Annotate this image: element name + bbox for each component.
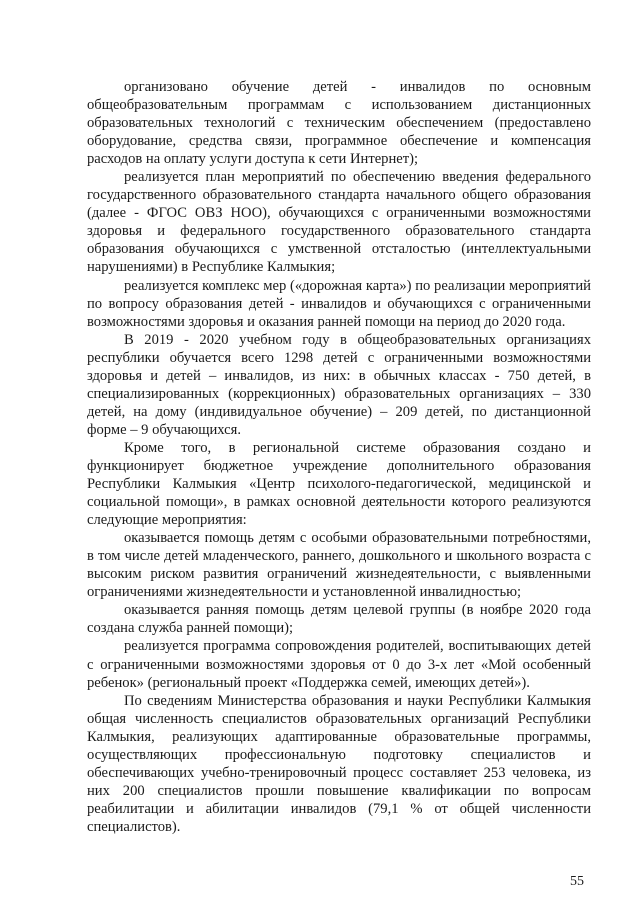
paragraph-parent-support: реализуется программа сопровождения родителей, воспитывающих детей с ограниченными возможностями здоровья от 0 до 3-х лет «Мой особенный ребенок» (региональный проект «Поддержка семей, имеющих детей»). xyxy=(87,638,591,691)
paragraph-fgos-plan: реализуется план мероприятий по обеспечению введения федерального государственного образовательного стандарта начального общего образования (далее - ФГОС ОВЗ НОО), обучающихся с ограниченными возможностями здоровья и федерального государственного образовательного стандарта образования обучающихся с умственной отсталостью (интеллектуальными нарушениями) в Республике Калмыкия; xyxy=(87,169,591,276)
body-text xyxy=(87,78,591,836)
paragraph-roadmap: реализуется комплекс мер («дорожная карта») по реализации мероприятий по вопросу образования детей - инвалидов и обучающихся с ограниченными возможностями здоровья и оказания ранней помощи на период до 2020 года. xyxy=(87,277,591,330)
paragraph-specialists: По сведениям Министерства образования и науки Республики Калмыкия общая численность специалистов образовательных организаций Республики Калмыкия, реализующих адаптированные образовательные программы, осуществляющих профессиональную подготовку специалистов и обеспечивающих учебно-тренировочный процесс составляет 253 человека, из них 200 специалистов прошли повышение квалификации по вопросам реабилитации и абилитации инвалидов (79,1 % от общей численности специалистов). xyxy=(87,692,591,835)
page-number: 55 xyxy=(570,874,584,889)
paragraph-special-needs-help: оказывается помощь детям с особыми образовательными потребностями, в том числе детей младенческого, раннего, дошкольного и школьного возраста с высоким риском развития ограничений жизнедеятельности, с выявленными ограничениями жизнедеятельности и установленной инвалидностью; xyxy=(87,530,591,601)
paragraph-support-center: Кроме того, в региональной системе образования создано и функционирует бюджетное учреждение дополнительного образования Республики Калмыкия «Центр психолого-педагогической, медицинской и социальной помощи», в рамках основной деятельности которого реализуются следующие мероприятия: xyxy=(87,439,591,529)
paragraph-distance-learning: организовано обучение детей - инвалидов по основным общеобразовательным программам с использованием дистанционных образовательных технологий с техническим обеспечением (предоставлено оборудование, средства связи, программное обеспечение и компенсация расходов на оплату услуги доступа к сети Интернет); xyxy=(87,79,591,168)
paragraph-early-help: оказывается ранняя помощь детям целевой группы (в ноябре 2020 года создана служба ранней помощи); xyxy=(87,602,591,637)
paragraph-enrollment-stats: В 2019 - 2020 учебном году в общеобразовательных организациях республики обучается всего 1298 детей с ограниченными возможностями здоровья и детей – инвалидов, из них: в обычных классах - 750 детей, в специализированных (коррекционных) образовательных организациях – 330 детей, на дому (индивидуальное обучение) – 209 детей, по дистанционной форме – 9 обучающихся. xyxy=(87,331,591,438)
